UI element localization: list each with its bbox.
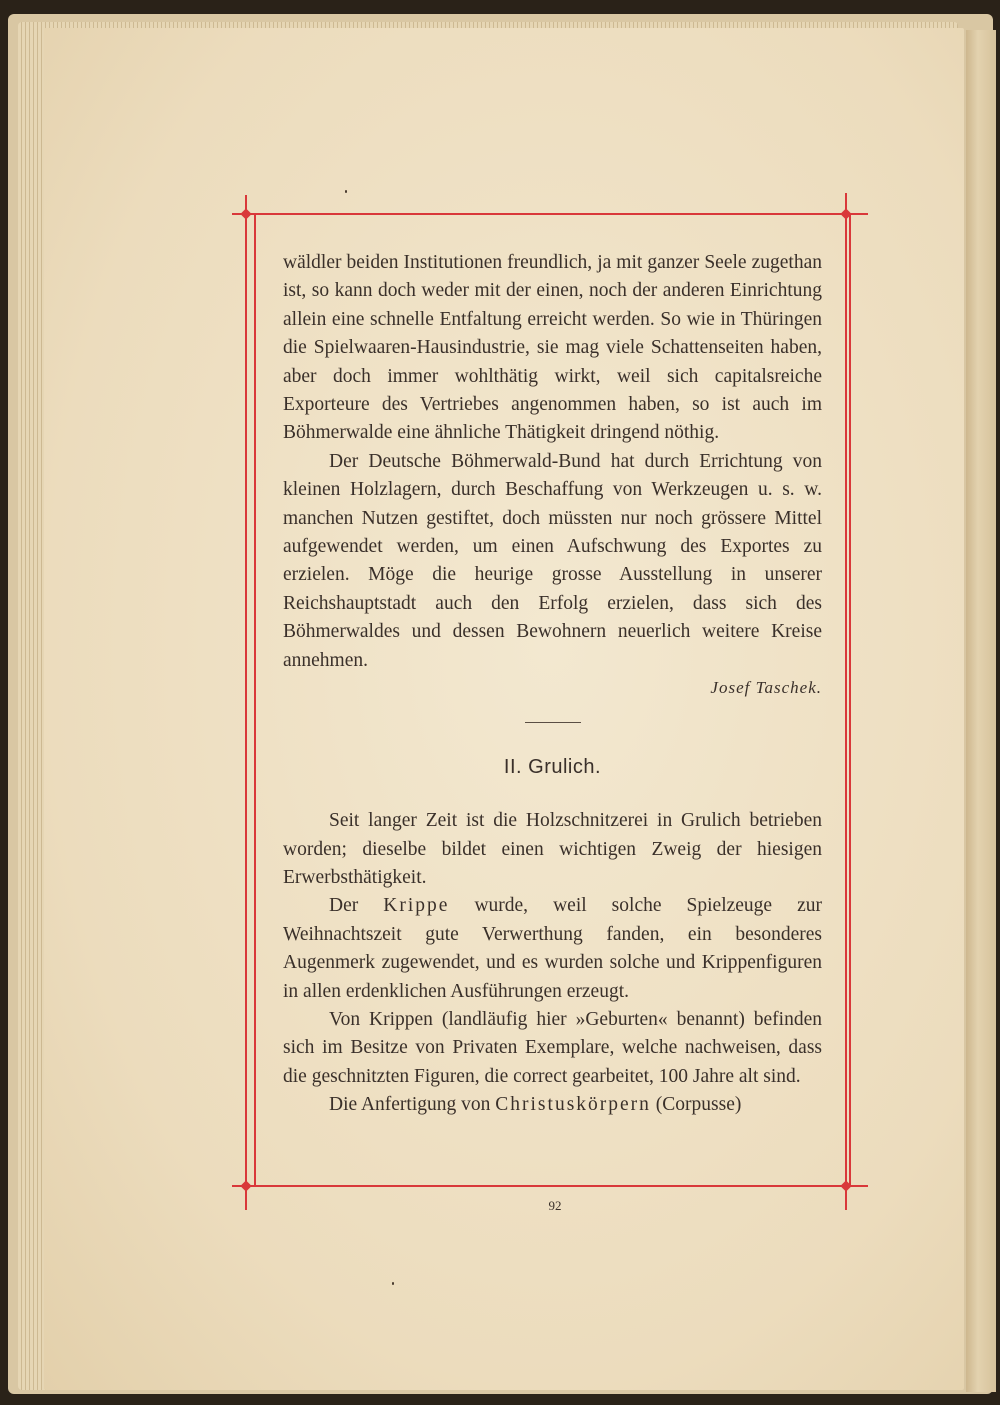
paragraph-krippe	[283, 892, 822, 1006]
paragraph-holzschnitzerei: Seit langer Zeit ist die Holzschnitzerei in Grulich betrieben worden; dieselbe bildet einen wichtigen Zweig der hiesigen Erwerbsthätigkeit.	[283, 810, 822, 888]
facing-page-strip	[966, 30, 996, 1392]
frame-right-extension	[845, 193, 847, 1210]
krippe-lead: Der	[329, 895, 359, 917]
frame-bottom-extension	[232, 1185, 868, 1187]
paragraph-boehmerwald-bund: Der Deutsche Böhmerwald-Bund hat durch Errichtung von kleinen Holzlagern, durch Beschaffung von Werkzeugen u. s. w. manchen Nutzen gestiftet, doch müssten nur noch grössere Mittel aufgewendet werden, um einen Aufschwung des Exportes zu erzielen. Möge die heurige grosse Ausstellung in unserer Reichshauptstadt auch den Erfolg erzielen, dass sich des Böhmerwaldes und dessen Bewohnern neuerlich weitere Kreise annehmen.	[283, 450, 822, 671]
frame-left-extension	[245, 195, 247, 1210]
paper-speck	[345, 190, 347, 193]
paragraph-christuskoerper	[283, 1091, 822, 1119]
paragraph-krippen-geburten: Von Krippen (landläufig hier »Geburten« benannt) befinden sich im Besitze von Privaten Exemplare, welche nachweisen, dass die geschnitzten Figuren, die correct gearbeitet, 100 Jahre alt sind.	[283, 1008, 822, 1087]
christus-rest: (Corpusse)	[655, 1094, 742, 1116]
author-signature: Josef Taschek.	[710, 678, 822, 698]
page-number: 92	[548, 1198, 562, 1213]
krippe-spaced-word: Krippe	[383, 895, 450, 917]
paragraph-continuation: wäldler beiden Institutionen freundlich, ja mit ganzer Seele zugethan ist, so kann doch weder mit der einen, noch der anderen Einrichtung allein eine schnelle Entfaltung erreicht werden. So wie in Thüringen die Spielwaaren-Hausindustrie, sie mag viele Schattenseiten haben, aber doch immer wohlthätig wirkt, weil sich capitalsreiche Exporteure des Vertriebes angenommen haben, so ist auch im Böhmerwalde eine ähnliche Thätigkeit dringend nöthig.	[283, 252, 822, 444]
christus-lead: Die Anfertigung von	[329, 1094, 491, 1116]
page-text-block	[283, 249, 822, 1120]
section-heading: II. Grulich.	[503, 756, 602, 779]
section-separator-rule	[525, 722, 581, 723]
frame-top-extension	[232, 213, 868, 215]
krippe-rest: wurde, weil solche Spielzeuge zur Weihnachtszeit gute Verwerthung fanden, ein besonderes Augenmerk zugewendet, und es wurden solche und Krippenfiguren in allen erdenklichen Ausführungen erzeugt.	[283, 895, 823, 1002]
paper-speck	[392, 1282, 394, 1285]
christus-spaced-word: Christuskörpern	[495, 1094, 651, 1116]
